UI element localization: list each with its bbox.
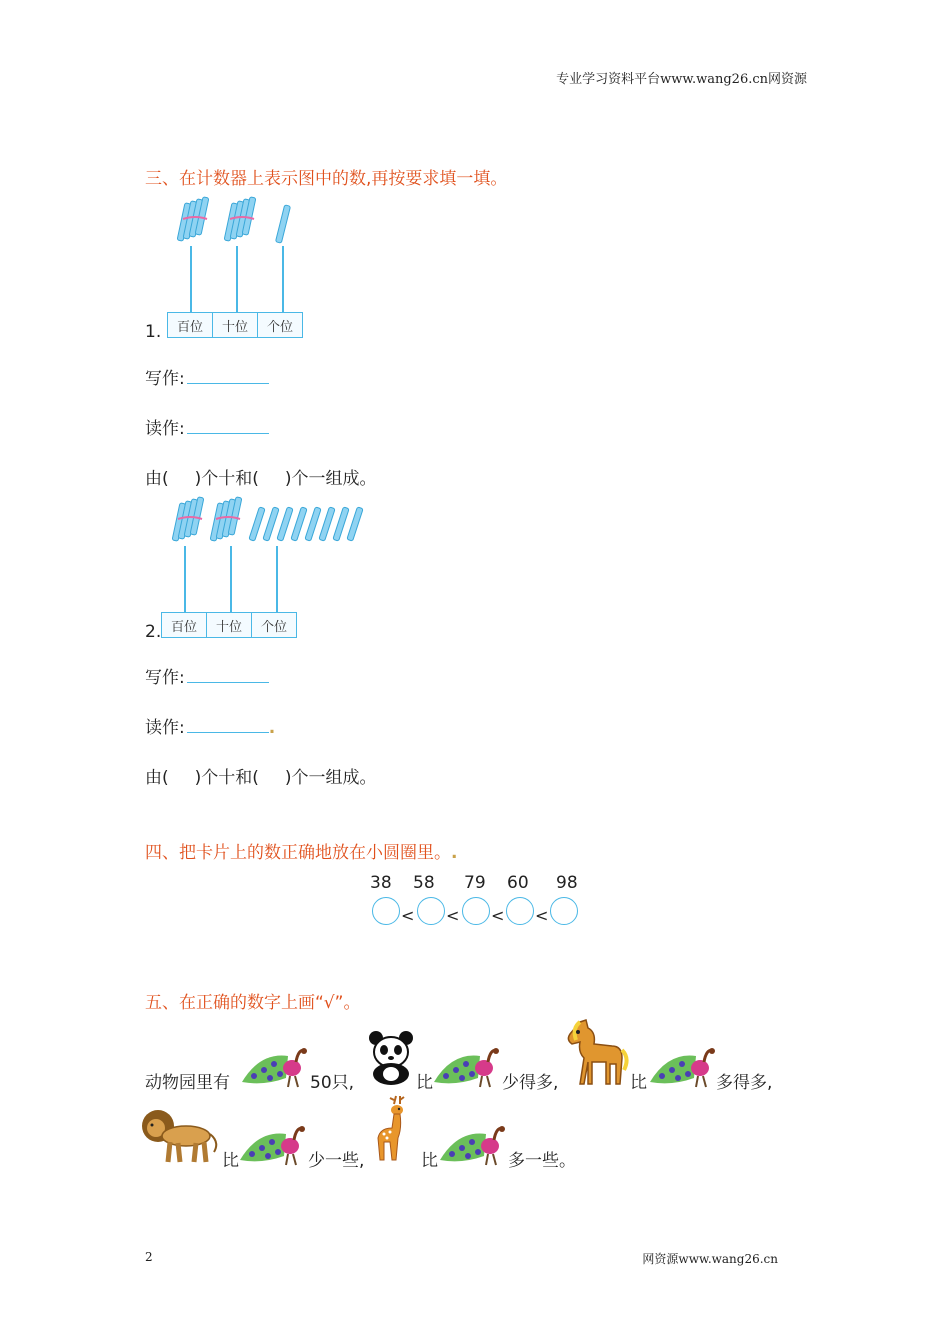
single-sticks-group — [249, 507, 363, 541]
counter-ones-label: 个位 — [266, 319, 293, 335]
horse-icon — [566, 1018, 630, 1086]
counter-rod — [190, 246, 192, 312]
peacock-icon — [238, 1124, 308, 1166]
counter-ones-label: 个位 — [260, 619, 287, 635]
peacock-icon — [648, 1046, 718, 1088]
compare-text: 多一些。 — [508, 1151, 576, 1171]
less-than-sign: < — [401, 906, 415, 925]
decor-dot: . — [268, 718, 276, 738]
counter-rod — [184, 546, 186, 612]
answer-circle-2[interactable] — [417, 897, 445, 925]
q1-compose-row — [145, 464, 377, 489]
read-label: 读作: — [145, 718, 185, 738]
q1-read-blank[interactable] — [187, 417, 269, 434]
counter-tens-label: 十位 — [213, 313, 258, 337]
less-than-sign: < — [491, 906, 505, 925]
counter-hundreds-label: 百位 — [168, 313, 213, 337]
compose-text: )个一组成。 — [284, 768, 377, 788]
bundle-icon — [210, 497, 242, 541]
q2-counter — [161, 612, 297, 638]
lion-icon — [140, 1106, 222, 1164]
number-card-1[interactable]: 38 — [370, 873, 392, 893]
section-3-title: 三、在计数器上表示图中的数,再按要求填一填。 — [145, 169, 508, 189]
section-4-title-text: 四、把卡片上的数正确地放在小圆圈里。 — [145, 843, 451, 863]
q2-write-row — [145, 663, 269, 688]
section-4-title — [145, 838, 457, 863]
q1-sticks-illustration — [175, 195, 305, 247]
peacock-icon — [432, 1046, 502, 1088]
q2-number: 2. — [145, 622, 162, 642]
panda-icon — [366, 1030, 416, 1086]
q2-write-blank[interactable] — [187, 666, 269, 683]
page-footer-site: 网资源www.wang26.cn — [642, 1252, 778, 1266]
write-label: 写作: — [145, 668, 185, 688]
number-card-5[interactable]: 98 — [556, 873, 578, 893]
number-card-2[interactable]: 58 — [413, 873, 435, 893]
peacock-count-text: 50只, — [310, 1073, 355, 1093]
compare-text: 比 — [416, 1073, 433, 1093]
counter-rod — [230, 546, 232, 612]
bundle-icon — [224, 197, 256, 241]
peacock-icon — [438, 1124, 508, 1166]
number-card-4[interactable]: 60 — [507, 873, 529, 893]
zoo-text: 动物园里有 — [145, 1073, 230, 1093]
q2-read-blank[interactable] — [187, 716, 269, 733]
compose-text: )个十和( — [194, 469, 259, 489]
single-stick-icon — [275, 205, 290, 243]
counter-rod — [276, 546, 278, 612]
peacock-icon — [240, 1046, 310, 1088]
compose-text: )个十和( — [194, 768, 259, 788]
less-than-sign: < — [535, 906, 549, 925]
counter-tens-label: 十位 — [207, 613, 252, 637]
answer-circle-3[interactable] — [462, 897, 490, 925]
page-header: 专业学习资料平台www.wang26.cn网资源 — [556, 72, 807, 87]
counter-rod — [282, 246, 284, 312]
compare-text: 少一些, — [308, 1151, 365, 1171]
q1-write-row — [145, 364, 269, 389]
compose-text: 由( — [145, 768, 169, 788]
q1-read-row — [145, 414, 269, 439]
deer-icon — [370, 1094, 420, 1162]
compare-text: 比 — [222, 1151, 239, 1171]
answer-circle-5[interactable] — [550, 897, 578, 925]
compare-text: 多得多, — [716, 1073, 773, 1093]
q1-write-blank[interactable] — [187, 367, 269, 384]
compare-text: 比 — [630, 1073, 647, 1093]
compare-text: 少得多, — [502, 1073, 559, 1093]
page-number: 2 — [145, 1250, 153, 1264]
section-5-title: 五、在正确的数字上画“√”。 — [145, 993, 361, 1013]
counter-hundreds-label: 百位 — [162, 613, 207, 637]
read-label: 读作: — [145, 419, 185, 439]
q1-counter — [167, 312, 303, 338]
decor-dot: . — [451, 843, 458, 863]
less-than-sign: < — [446, 906, 460, 925]
compare-text: 比 — [421, 1151, 438, 1171]
q1-number: 1. — [145, 322, 162, 342]
counter-rod — [236, 246, 238, 312]
compose-text: )个一组成。 — [284, 469, 377, 489]
answer-circle-1[interactable] — [372, 897, 400, 925]
number-card-3[interactable]: 79 — [464, 873, 486, 893]
bundle-icon — [177, 197, 209, 241]
write-label: 写作: — [145, 369, 185, 389]
q2-sticks-illustration — [170, 495, 380, 547]
compose-text: 由( — [145, 469, 169, 489]
q2-read-row — [145, 713, 275, 738]
bundle-icon — [172, 497, 204, 541]
answer-circle-4[interactable] — [506, 897, 534, 925]
q2-compose-row — [145, 763, 377, 788]
